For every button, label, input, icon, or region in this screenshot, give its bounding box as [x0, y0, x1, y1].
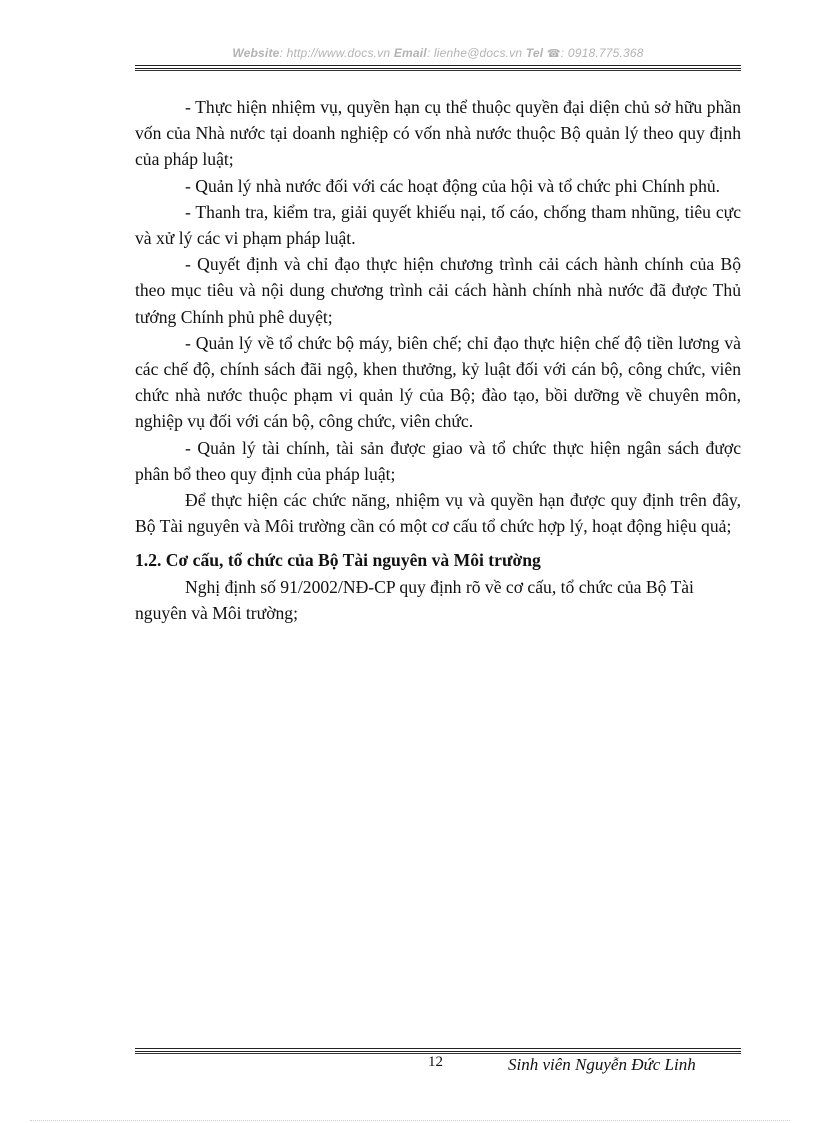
page-header — [135, 46, 741, 60]
email-value: : lienhe@docs.vn — [426, 46, 523, 60]
document-body — [135, 94, 741, 626]
website-value: : http://www.docs.vn — [279, 46, 391, 60]
header-double-rule — [135, 65, 741, 69]
paragraph: Để thực hiện các chức năng, nhiệm vụ và quyền hạn được quy định trên đây, Bộ Tài nguyên và Môi trường cần có một cơ cấu tổ chức hợp lý, hoạt động hiệu quả; — [135, 490, 741, 537]
header-thin-rule — [135, 70, 741, 71]
footer-author: Sinh viên Nguyễn Đức Linh — [508, 1055, 696, 1074]
section-heading: 1.2. Cơ cấu, tổ chức của Bộ Tài nguyên và Môi trường — [135, 550, 541, 571]
tel-label: Tel — [525, 46, 544, 60]
paragraph: - Thực hiện nhiệm vụ, quyền hạn cụ thể thuộc quyền đại diện chủ sở hữu phần vốn của Nhà nước tại doanh nghiệp có vốn nhà nước thuộc Bộ quản lý theo quy định của pháp luật; — [135, 97, 741, 170]
paragraph: - Quyết định và chỉ đạo thực hiện chương trình cải cách hành chính của Bộ theo mục tiêu và nội dung chương trình cải cách hành chính nhà nước đã được Thủ tướng Chính phủ phê duyệt; — [135, 254, 741, 327]
phone-icon: ☎ — [546, 48, 561, 60]
paragraph: - Quản lý về tổ chức bộ máy, biên chế; chỉ đạo thực hiện chế độ tiền lương và các chế độ, chính sách đãi ngộ, khen thưởng, kỷ luật đối với cán bộ, công chức, viên chức nhà nước thuộc phạm vi quản lý của Bộ; đào tạo, bồi dưỡng về chuyên môn, nghiệp vụ đối với cán bộ, công chức, viên chức. — [135, 332, 741, 432]
email-label: Email — [393, 46, 427, 60]
website-label: Website — [232, 46, 280, 60]
paragraph: - Thanh tra, kiểm tra, giải quyết khiếu nại, tố cáo, chống tham nhũng, tiêu cực và xử lý các vi phạm pháp luật. — [135, 201, 741, 249]
footer-double-rule — [135, 1048, 741, 1052]
page-number: 12 — [428, 1054, 443, 1070]
section-paragraph: Nghị định số 91/2002/NĐ-CP quy định rõ về cơ cấu, tổ chức của Bộ Tài nguyên và Môi trường; — [135, 576, 694, 623]
paragraph: - Quản lý tài chính, tài sản được giao và tổ chức thực hiện ngân sách được phân bổ theo quy định của pháp luật; — [135, 437, 741, 484]
page-edge-divider — [30, 1120, 790, 1121]
paragraph: - Quản lý nhà nước đối với các hoạt động của hội và tổ chức phi Chính phủ. — [185, 175, 721, 196]
tel-value: : 0918.775.368 — [560, 46, 644, 60]
